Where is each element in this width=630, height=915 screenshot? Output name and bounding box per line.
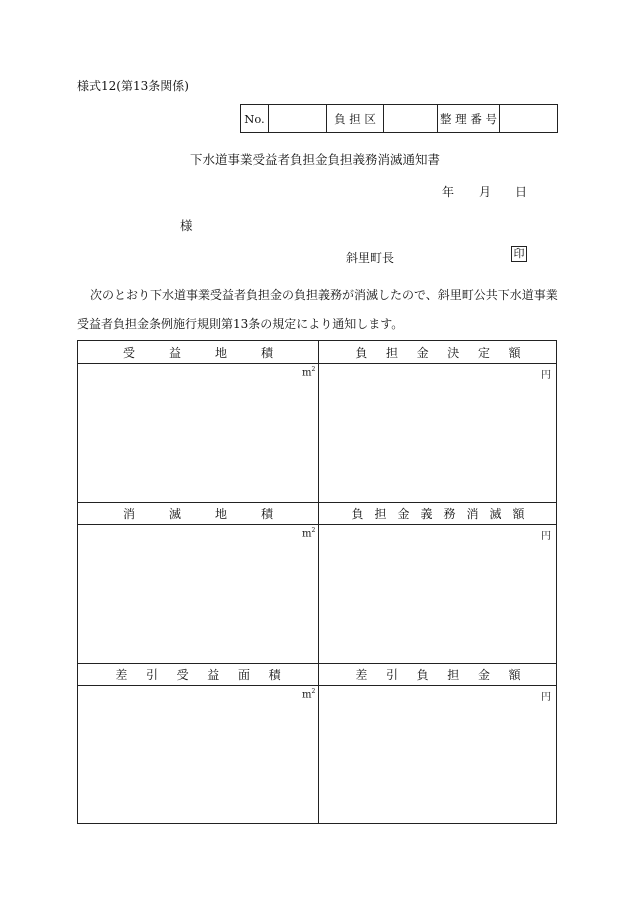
header-char: 額 [508,345,521,360]
header-char: 益 [207,667,220,682]
header-char: 負 [416,667,429,682]
area-unit-label: $m^2$ [302,527,316,540]
money-unit-label: 円 [541,692,551,703]
header-char: 担 [374,506,387,521]
issuer-name: 斜里町長 [346,251,395,265]
header-char: 額 [512,506,525,521]
header-char: 金 [477,667,490,682]
header-charge-decided-amount [318,341,558,363]
area-unit-label: $m^2$ [302,366,316,379]
header-char: 差 [355,667,368,682]
header-char: 滅 [489,506,502,521]
serial-label: 整 理 番 号 [438,105,500,133]
row2-header-divider [78,524,556,525]
header-char: 消 [466,506,479,521]
document-title: 下水道事業受益者負担金負担義務消滅通知書 [189,152,440,167]
center-divider [318,341,319,823]
header-char: 定 [477,345,490,360]
header-char: 積 [268,667,281,682]
header-net-charge-amount [318,663,558,685]
header-char: 負 [355,345,368,360]
row3-header-divider [78,685,556,686]
header-char: 決 [447,345,460,360]
district-value-field[interactable] [384,105,438,133]
no-label: No. [241,105,269,133]
header-char: 担 [447,667,460,682]
notice-table [77,340,557,824]
header-char: 義 [420,506,433,521]
header-char: 務 [443,506,456,521]
header-char: 引 [145,667,158,682]
header-char: 消 [122,506,135,521]
header-net-beneficiary-area [78,663,318,685]
no-value-field[interactable] [269,105,327,133]
serial-value-field[interactable] [500,105,558,133]
seal-mark: 印 [511,246,527,262]
header-obligation-extinguished-amount [318,502,558,524]
date-day-label: 日 [515,185,528,199]
header-char: 金 [397,506,410,521]
body-text-line-1: 次のとおり下水道事業受益者負担金の負担義務が消滅したので、斜里町公共下水道事業 [90,288,558,302]
header-char: 差 [115,667,128,682]
area-unit-label: $m^2$ [302,688,316,701]
header-char: 負 [351,506,364,521]
header-char: 受 [176,667,189,682]
header-char: 益 [168,345,181,360]
header-char: 地 [214,345,227,360]
header-char: 地 [214,506,227,521]
header-char: 面 [237,667,250,682]
body-text-line-2: 受益者負担金条例施行規則第13条の規定により通知します。 [77,317,404,331]
reference-table [240,104,558,133]
header-extinguished-area [78,502,318,524]
header-char: 積 [260,345,273,360]
money-unit-label: 円 [541,531,551,542]
header-char: 引 [385,667,398,682]
header-char: 金 [416,345,429,360]
header-char: 担 [385,345,398,360]
money-unit-label: 円 [541,370,551,381]
header-char: 滅 [168,506,181,521]
addressee-suffix: 様 [180,218,193,233]
header-char: 受 [122,345,135,360]
form-number: 様式12(第13条関係) [77,79,189,93]
date-year-label: 年 [442,185,455,199]
header-char: 積 [260,506,273,521]
header-beneficiary-area [78,341,318,363]
district-label: 負 担 区 [327,105,384,133]
row1-header-divider [78,363,556,364]
date-month-label: 月 [479,185,492,199]
header-char: 額 [508,667,521,682]
